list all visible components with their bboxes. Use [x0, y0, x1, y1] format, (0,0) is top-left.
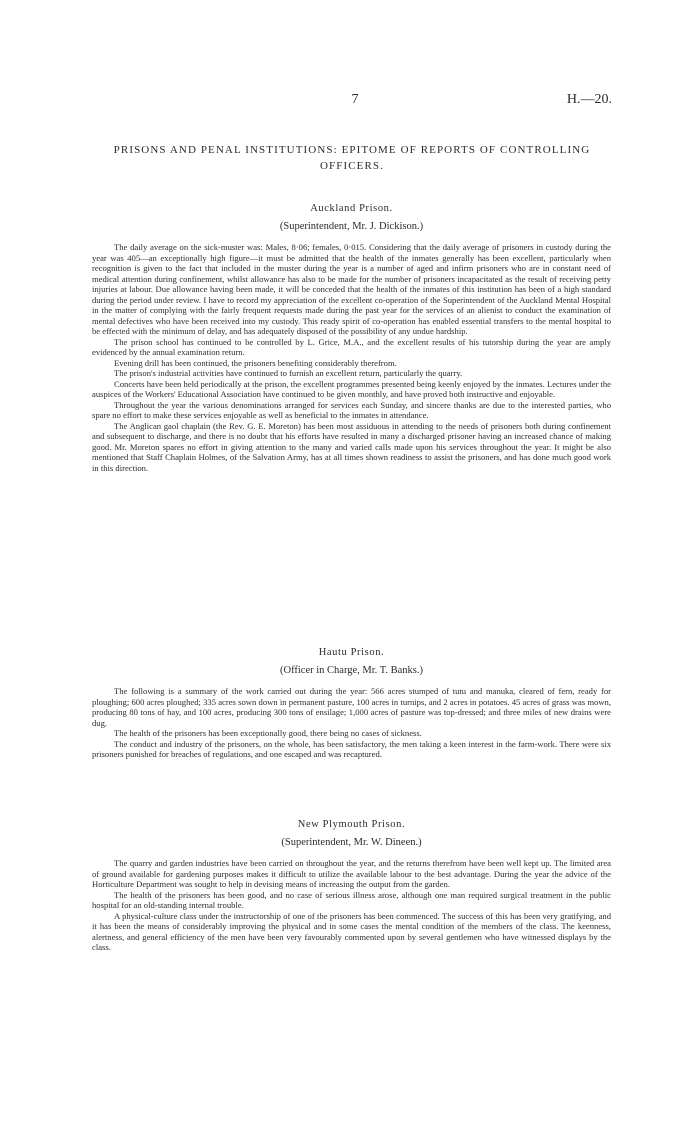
document-reference: H.—20. [566, 92, 612, 107]
paragraph: The daily average on the sick-muster was: Males, 8·06; females, 0·015. Considering that the daily average of prisoners in custody during the year was 405—an exceptionally high figure—it must be admitted that the health of the inmates generally has been excellent, particularly when recognition is given to the fact that included in the muster during the year is a number of aged and infirm prisoners who are in constant need of medical attention during confinement, whilst allowance has also to be made for the number of prisoners incapacitated as the result of receiving petty injuries at labour. Due allowance having been made, it will be conceded that the health of the inmates of this institution has been of a high standard during the period under review. I have to record my appreciation of the excellent co-operation of the Superintendent of the Auckland Mental Hospital in the matter of complying with the fairly frequent requests made during the past year for the services of an alienist to conduct the examination of mental defectives who have been received into my custody. This ready spirit of co-operation has enabled essential transfers to the mental hospital to be effected with the minimum of delay, and has adequately disposed of the possibility of any undue hardship. [92, 242, 611, 336]
section-title: Hautu Prison. [318, 647, 385, 658]
paragraph: The prison's industrial activities have continued to furnish an excellent return, particularly the quarry. [114, 368, 463, 378]
paragraph: The conduct and industry of the prisoners, on the whole, has been satisfactory, the men taking a keen interest in the farm-work. There were six prisoners punished for breaches of regulations, and one escaped and was recaptured. [92, 738, 611, 759]
paragraph: The health of the prisoners has been exceptionally good, there being no cases of sickness. [114, 728, 422, 738]
document-title: PRISONS AND PENAL INSTITUTIONS: EPITOME OF REPORTS OF CONTROLLING OFFICERS. [113, 144, 591, 172]
section-title: Auckland Prison. [310, 203, 393, 214]
paragraph: Evening drill has been continued, the prisoners benefiting considerably therefrom. [114, 357, 397, 368]
paragraph: Throughout the year the various denominations arranged for services each Sunday, and sincere thanks are due to the interested parties, who spare no effort to make these services enjoyable as well as beneficial to the inmates in attendance. [92, 399, 611, 420]
section-subtitle: (Officer in Charge, Mr. T. Banks.) [280, 665, 423, 676]
paragraph: The prison school has continued to be controlled by L. Grice, M.A., and the excellent results of his tutorship during the year are amply evidenced by the annual examination return. [92, 336, 611, 357]
paragraph: The health of the prisoners has been good, and no case of serious illness arose, although one man required surgical treatment in the public hospital for an old-standing internal trouble. [92, 889, 611, 910]
section-title: New Plymouth Prison. [297, 819, 406, 830]
paragraph: Concerts have been held periodically at the prison, the excellent programmes presented being keenly enjoyed by the inmates. Lectures under the auspices of the Workers' Educational Association have continued to be given monthly, and have proved both instructive and enjoyable. [92, 378, 611, 399]
paragraph: The quarry and garden industries have been carried on throughout the year, and the returns therefrom have been well kept up. The limited area of ground available for gardening purposes makes it difficult to utilize the available labour to the best advantage. During the year the advice of the Horticulture Department was sought to help in devising means of increasing the output from the garden. [92, 858, 611, 889]
page-number: 7 [351, 92, 359, 107]
section-new-plymouth-prison [92, 818, 611, 953]
paragraph: The Anglican gaol chaplain (the Rev. G. E. Moreton) has been most assiduous in attending to the needs of prisoners both during confinement and subsequent to discharge, and there is no doubt that his efforts have resulted in many a discharged prisoner having an increased chance of making good. Mr. Moreton spares no effort in giving attention to the many and varied calls made upon his services throughout the year. It might be also mentioned that Staff Chaplain Holmes, of the Salvation Army, has at all times shown readiness to assist the prisoners, and has done much good work in this direction. [92, 420, 611, 473]
section-auckland-prison [92, 202, 611, 473]
section-subtitle: (Superintendent, Mr. W. Dineen.) [281, 837, 422, 848]
paragraph: A physical-culture class under the instructorship of one of the prisoners has been commenced. The success of this has been very gratifying, and it has been the means of considerably improving the physical and in some cases the mental condition of the members of the class. The keenness, alertness, and general efficiency of the men have been very favourably commented upon by several gentlemen who have witnessed displays by the class. [92, 910, 611, 952]
section-subtitle: (Superintendent, Mr. J. Dickison.) [279, 221, 424, 232]
section-hautu-prison [92, 646, 611, 760]
paragraph: The following is a summary of the work carried out during the year: 566 acres stumped of tutu and manuka, cleared of fern, ready for ploughing; 600 acres ploughed; 335 acres sown down in permanent pasture, 100 acres in turnips, and 2 acres in potatoes. 45 acres of grass was mown, producing 80 tons of hay, and 100 acres, producing 300 tons of ensilage; 1,000 acres of pasture was top-dressed; and three miles of new drains were dug. [92, 686, 611, 728]
